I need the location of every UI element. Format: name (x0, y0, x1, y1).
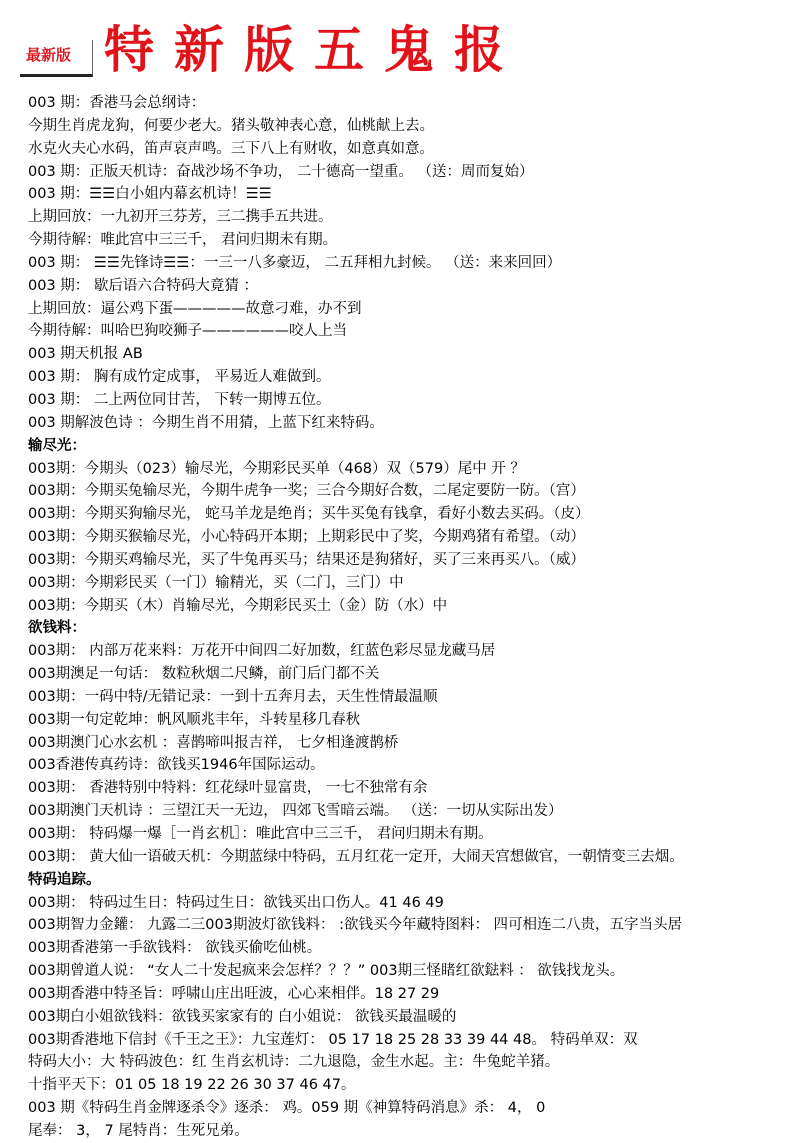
page-title: 特新版五鬼报 (104, 20, 524, 79)
badge-label: 最新版 (26, 46, 72, 64)
text-line: 003期：今期买猴输尽光，小心特码开本期；上期彩民中了奖，今期鸡猪有希望。（动） (28, 529, 585, 546)
text-line: 003期智力金鑵： 九露二三003期波灯欲钱料： :欲钱买今年藏特图料： 四可相连二八贵，五字当头居 (28, 917, 683, 934)
content-lines (28, 92, 788, 1143)
text-line: 003期：今期买（木）肖输尽光，今期彩民买土（金）防（水）中 (28, 597, 448, 614)
latest-version-badge (20, 40, 93, 77)
text-line: 003期： 内部万花来料：万花开中间四二好加数，红蓝色彩尽显龙藏马居 (28, 643, 496, 660)
text-line: 003期香港第一手欲钱料： 欲钱买偷吃仙桃。 (28, 940, 322, 957)
text-line: 003 期：正版天机诗：奋战沙场不争功， 二十德高一望重。 （送：周而复始） (28, 163, 534, 180)
text-line: 上期回放：逼公鸡下蛋—————故意刁难，办不到 (28, 300, 362, 317)
text-line: 003期： 香港特别中特料：红花绿叶显富贵， 一七不独常有余 (28, 780, 428, 797)
text-line: 003期：今期买狗输尽光， 蛇马羊龙是绝肖；买牛买兔有钱拿，看好小数去买码。（皮） (28, 506, 590, 523)
text-line: 003期澳足一句话： 数粒秋烟二尺鳞，前门后门都不关 (28, 666, 380, 683)
text-line: 今期待解：唯此宫中三三千， 君问归期未有期。 (28, 232, 338, 249)
text-line: 003 期： ☰☰先锋诗☰☰：一三一八多豪迈， 二五拜相九封候。 （送：来来回回） (28, 254, 562, 271)
text-line: 003期香港中特圣旨：呼啸山庄出旺波，心心来相伴。18 27 29 (28, 985, 440, 1002)
text-line: 特码追踪。 (28, 871, 101, 888)
text-line: 003期：一码中特/无错记录：一到十五奔月去，天生性情最温顺 (28, 688, 438, 705)
text-line: 003 期： 歇后语六合特码大竟猜 ： (28, 277, 259, 294)
text-line: 水克火夫心水码，笛声哀声鸣。三下八上有财收，如意真如意。 (28, 140, 434, 157)
text-line: 003 期《特码生肖金牌逐杀令》逐杀： 鸡。059 期《神算特码消息》杀： 4， 0 (28, 1100, 546, 1117)
text-line: 特码大小：大 特码波色：红 生肖玄机诗：二九退隐，金生水起。主：牛兔蛇羊猪。 (28, 1054, 560, 1071)
text-line: 十指平天下：01 05 18 19 22 26 30 37 46 47。 (28, 1077, 356, 1094)
text-line: 输尽光： (28, 437, 86, 454)
text-line: 003期香港地下信封《千王之王》：九宝莲灯： 05 17 18 25 28 33 39 44 48。 特码单双：双 (28, 1031, 638, 1048)
text-line: 003期澳门天机诗 ：三望江天一无边， 四郊飞雪暗云端。 （送：一切从实际出发） (28, 803, 563, 820)
text-line: 尾奉： 3， 7 尾特肖：生死兄弟。 (28, 1122, 249, 1139)
text-line: 003 期：香港马会总纲诗： (28, 95, 206, 111)
text-line: 欲钱料： (28, 620, 86, 637)
text-line: 003期：今期买鸡输尽光，买了牛兔再买马；结果还是狗猪好，买了三来再买八。（威） (28, 551, 585, 568)
text-line: 003期白小姐欲钱料：欲钱买家家有的 白小姐说： 欲钱买最温暖的 (28, 1008, 457, 1025)
text-line: 003 期： 胸有成竹定成事， 平易近人难做到。 (28, 369, 331, 386)
text-line: 003期曾道人说： “女人二十发起疯来会怎样？？？” 003期三怪睹红欲鍅料 ： 欲钱找龙头。 (28, 963, 625, 980)
text-line: 003 期天机报 AB (28, 346, 143, 363)
text-line: 003期：今期彩民买（一门）输精光，买（二门，三门）中 (28, 574, 404, 591)
text-line: 003期： 特码过生日：特码过生日：欲钱买出口伤人。41 46 49 (28, 894, 444, 911)
text-line: 003 期：☰☰白小姐内幕玄机诗！☰☰ (28, 186, 272, 203)
text-line: 003期：今期买兔输尽光，今期牛虎争一奖；三合今期好合数，二尾定要防一防。（宫） (28, 483, 585, 500)
text-line: 003 期： 二上两位同甘苦， 下转一期博五位。 (28, 391, 331, 408)
text-line: 今期待解：叫哈巴狗咬狮子——————咬人上当 (28, 323, 347, 340)
text-line: 003期： 黄大仙一语破天机：今期蓝绿中特码，五月红花一定开，大闹天宫想做官，一朝情变三去烟。 (28, 848, 684, 865)
text-line: 今期生肖虎龙狗，何要少老大。猪头敬神表心意，仙桃献上去。 (28, 117, 434, 134)
text-line: 003期： 特码爆一爆［一肖玄机］：唯此宫中三三千， 君问归期未有期。 (28, 826, 493, 842)
text-line: 003期澳门心水玄机 ：喜鹊啼叫报吉祥， 七夕相逢渡鹊桥 (28, 734, 399, 751)
text-line: 上期回放：一九初开三芬芳，三二携手五共进。 (28, 209, 333, 226)
text-line: 003期一句定乾坤：帆风顺兆丰年，斗转星移几春秋 (28, 711, 361, 728)
text-line: 003 期解波色诗 ：今期生肖不用猜，上蓝下红来特码。 (28, 414, 384, 431)
header (0, 0, 793, 90)
text-line: 003期：今期头（023）输尽光，今期彩民买单（468）双（579）尾中 开 ？ (28, 460, 525, 477)
text-line: 003香港传真药诗：欲钱买1946年国际运动。 (28, 757, 325, 774)
